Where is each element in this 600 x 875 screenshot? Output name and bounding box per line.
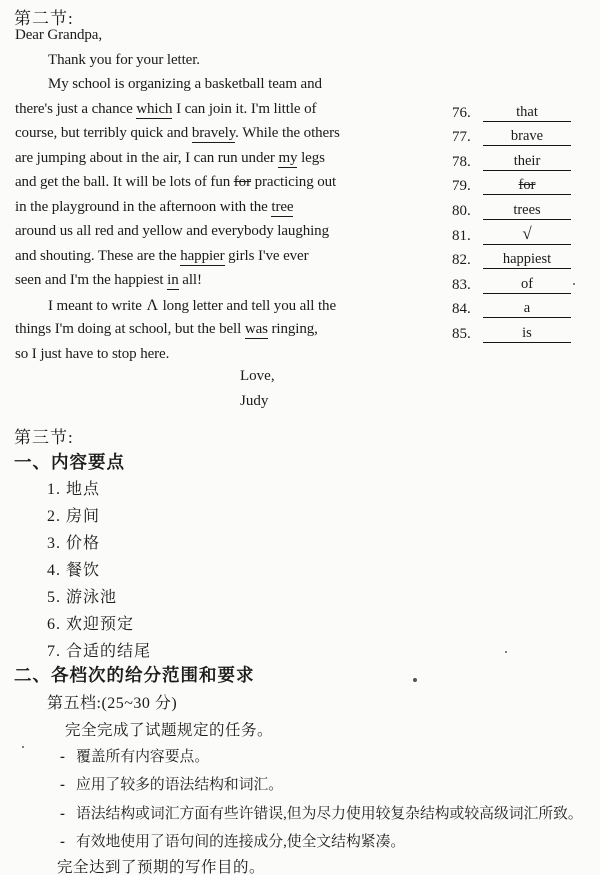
answer-word: for bbox=[518, 177, 536, 194]
answer-row bbox=[452, 318, 571, 343]
letter-line bbox=[15, 52, 340, 77]
section2-heading: 第二节: bbox=[14, 9, 74, 28]
band-bullet bbox=[60, 745, 583, 773]
underlined-word: was bbox=[244, 321, 268, 337]
answer-number: 78. bbox=[452, 153, 471, 170]
answer-row bbox=[452, 195, 571, 220]
letter-line bbox=[15, 248, 340, 273]
underlined-word: in bbox=[167, 272, 179, 288]
answer-row bbox=[452, 294, 571, 319]
letter-text: legs bbox=[297, 149, 325, 166]
answer-row bbox=[452, 97, 571, 122]
answer-number: 77. bbox=[452, 129, 471, 146]
content-points-list bbox=[47, 476, 151, 665]
check-mark: √ bbox=[522, 223, 532, 243]
answer-number: 80. bbox=[452, 203, 471, 220]
answer-row bbox=[452, 245, 571, 270]
scan-speck bbox=[22, 746, 24, 748]
band-five-outro: 完全达到了预期的写作目的。 bbox=[57, 859, 266, 875]
answer-word: of bbox=[520, 275, 534, 292]
closing-signature: Judy bbox=[240, 392, 269, 409]
letter-text: I meant to write bbox=[48, 297, 146, 314]
answer-word: trees bbox=[513, 202, 541, 219]
struck-word: for bbox=[233, 174, 251, 190]
answer-number: 81. bbox=[452, 227, 471, 244]
content-point-item: 7. 合适的结尾 bbox=[47, 643, 152, 660]
letter-text: Thank you for your letter. bbox=[48, 51, 200, 68]
answer-blank-line bbox=[483, 177, 571, 195]
answer-number: 79. bbox=[452, 178, 471, 195]
letter-line bbox=[15, 223, 340, 248]
letter-text: ringing, bbox=[267, 321, 318, 337]
letter-line bbox=[15, 150, 340, 175]
answer-number: 83. bbox=[452, 276, 471, 293]
scan-speck bbox=[413, 678, 417, 682]
band-five-intro: 完全完成了试题规定的任务。 bbox=[65, 722, 274, 739]
answer-number: 76. bbox=[452, 104, 471, 121]
letter-text: around us all red and yellow and everybody laughing bbox=[15, 223, 329, 239]
content-points-heading: 一、内容要点 bbox=[14, 452, 125, 472]
letter-line bbox=[15, 125, 340, 150]
content-point-item: 1. 地点 bbox=[47, 481, 101, 498]
letter-line bbox=[15, 346, 340, 371]
answer-row bbox=[452, 220, 571, 245]
answer-blank-line bbox=[483, 325, 571, 343]
band-bullet bbox=[60, 773, 583, 801]
underlined-word: my bbox=[278, 149, 298, 166]
content-point-item: 5. 游泳池 bbox=[47, 589, 118, 606]
bullet-dash: - bbox=[60, 834, 65, 851]
answer-blank-line bbox=[483, 104, 571, 122]
underlined-word: which bbox=[136, 100, 173, 117]
bullet-text: 覆盖所有内容要点。 bbox=[75, 749, 210, 765]
answer-word: is bbox=[522, 325, 532, 342]
answer-word: a bbox=[523, 300, 531, 317]
letter-text: girls I've ever bbox=[224, 247, 309, 264]
answer-blank-line bbox=[483, 128, 571, 146]
content-point-item: 4. 餐饮 bbox=[47, 562, 101, 579]
score-bands-heading: 二、各档次的给分范围和要求 bbox=[14, 665, 255, 685]
letter-text: Dear Grandpa, bbox=[15, 27, 102, 43]
answer-word: happiest bbox=[502, 251, 552, 268]
letter-line bbox=[15, 101, 340, 126]
answer-column bbox=[452, 97, 571, 343]
letter-text: so I just have to stop here. bbox=[15, 345, 170, 362]
letter-body bbox=[15, 27, 340, 370]
letter-text: My school is organizing a basketball team and bbox=[48, 76, 322, 92]
letter-line bbox=[15, 27, 340, 52]
answer-word: brave bbox=[510, 128, 544, 145]
letter-text: all! bbox=[178, 272, 202, 288]
letter-text: practicing out bbox=[250, 174, 337, 190]
scan-speck bbox=[573, 283, 575, 285]
insertion-caret: Λ bbox=[146, 296, 158, 314]
letter-text: I can join it. I'm little of bbox=[172, 100, 317, 117]
underlined-word: tree bbox=[271, 198, 294, 215]
letter-text: and get the ball. It will be lots of fun bbox=[15, 174, 234, 190]
band-five-title: 第五档:(25~30 分) bbox=[47, 695, 178, 712]
letter-text: there's just a chance bbox=[15, 100, 137, 117]
answer-word: that bbox=[516, 103, 538, 120]
letter-text: seen and I'm the happiest bbox=[15, 272, 168, 288]
band-bullet bbox=[60, 802, 583, 830]
letter-closing bbox=[240, 368, 275, 417]
letter-line bbox=[15, 76, 340, 101]
bullet-dash: - bbox=[60, 805, 65, 822]
content-point-item: 3. 价格 bbox=[47, 535, 101, 552]
underlined-word: bravely bbox=[191, 125, 236, 141]
answer-blank-line bbox=[483, 251, 571, 269]
bullet-dash: - bbox=[60, 749, 65, 765]
content-point-item: 6. 欢迎预定 bbox=[47, 616, 135, 633]
answer-number: 85. bbox=[452, 326, 471, 343]
answer-word: their bbox=[513, 152, 541, 169]
underlined-word: happier bbox=[180, 247, 225, 264]
letter-line bbox=[15, 321, 340, 346]
letter-line bbox=[15, 174, 340, 199]
letter-text: are jumping about in the air, I can run under bbox=[15, 149, 279, 166]
answer-blank-line bbox=[483, 202, 571, 220]
scan-speck bbox=[505, 651, 507, 653]
letter-text: course, but terribly quick and bbox=[15, 125, 192, 141]
band-five-bullets bbox=[60, 745, 583, 859]
letter-text: long letter and tell you all the bbox=[158, 297, 337, 314]
answer-number: 84. bbox=[452, 301, 471, 318]
answer-row bbox=[452, 269, 571, 294]
letter-text: and shouting. These are the bbox=[15, 247, 181, 264]
bullet-dash: - bbox=[60, 777, 65, 794]
letter-text: . While the others bbox=[235, 125, 340, 141]
bullet-text: 应用了较多的语法结构和词汇。 bbox=[75, 777, 284, 794]
answer-number: 82. bbox=[452, 252, 471, 269]
content-point-item: 2. 房间 bbox=[47, 508, 101, 525]
letter-text: in the playground in the afternoon with the bbox=[15, 198, 272, 215]
answer-row bbox=[452, 171, 571, 196]
answer-row bbox=[452, 146, 571, 171]
letter-line bbox=[15, 272, 340, 297]
bullet-text: 有效地使用了语句间的连接成分,使全文结构紧凑。 bbox=[75, 834, 406, 851]
answer-blank-line bbox=[483, 153, 571, 171]
answer-blank-line bbox=[483, 276, 571, 294]
letter-line bbox=[15, 199, 340, 224]
bullet-text: 语法结构或词汇方面有些许错误,但为尽力使用较复杂结构或较高级词汇所致。 bbox=[75, 805, 583, 822]
letter-text: things I'm doing at school, but the bell bbox=[15, 321, 245, 337]
closing-love: Love, bbox=[240, 368, 275, 384]
letter-line bbox=[15, 297, 340, 322]
section3-heading: 第三节: bbox=[14, 428, 74, 447]
answer-blank-line bbox=[483, 300, 571, 318]
answer-blank-line bbox=[483, 225, 571, 245]
answer-row bbox=[452, 122, 571, 147]
